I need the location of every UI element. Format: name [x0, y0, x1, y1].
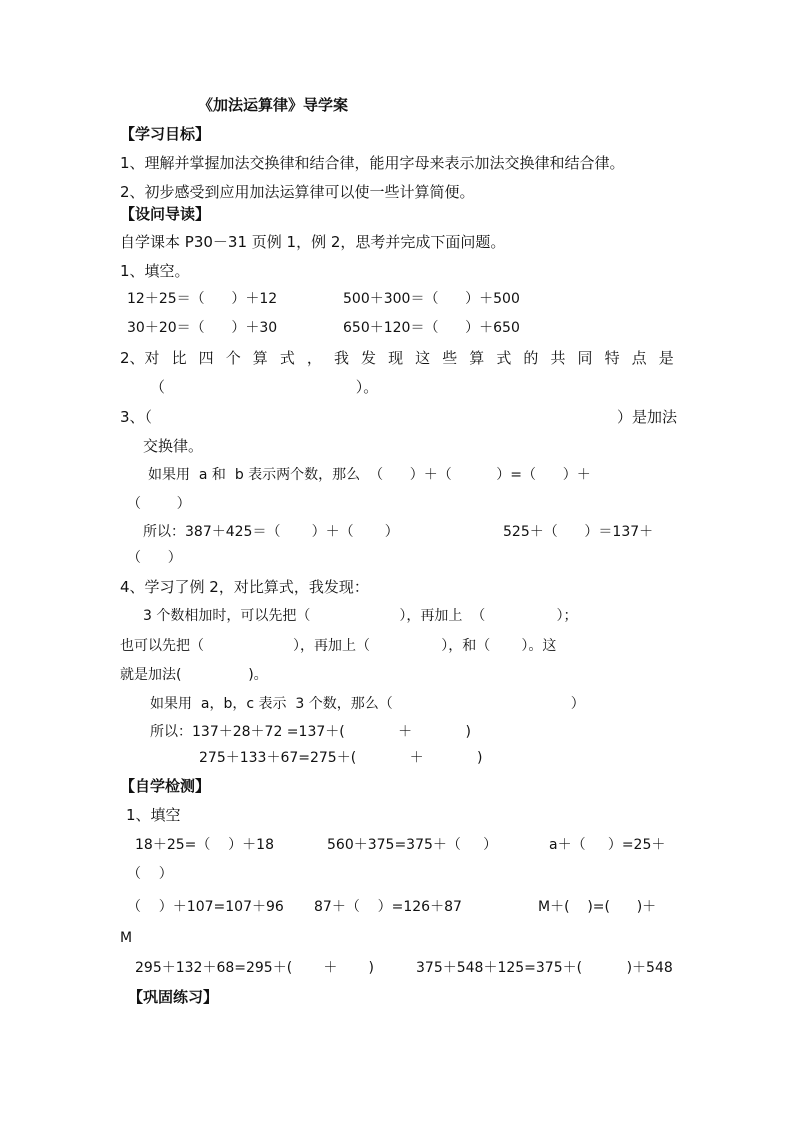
- q4-label: 4、学习了例 2，对比算式，我发现：: [120, 578, 369, 596]
- q2-char: 算: [252, 349, 268, 367]
- q2-char: 发: [361, 349, 377, 367]
- selftest-label: 1、填空: [126, 806, 181, 824]
- selftest-row1-a: 18＋25=（ ）＋18: [135, 837, 274, 853]
- q3-line2: 交换律。: [143, 437, 204, 455]
- q3-line5-left: 所以：387＋425＝（ ）＋（ ）: [143, 524, 399, 540]
- q2-char: 个: [225, 349, 241, 367]
- guide-intro: 自学课本 P30－31 页例 1，例 2，思考并完成下面问题。: [120, 233, 506, 251]
- q3-line1-end: ）是加法: [617, 408, 678, 426]
- q1-row1-right: 500＋300＝（ ）＋500: [343, 291, 520, 307]
- q4-line5: 所以：137＋28＋72 =137＋( ＋ ): [150, 724, 471, 740]
- selftest-row2-b: 87＋（ ）=126＋87: [314, 899, 462, 915]
- selftest-row1-b: 560＋375=375＋（ ）: [327, 837, 498, 853]
- q2-char: 式: [279, 349, 295, 367]
- q2-char: 比: [171, 349, 187, 367]
- q3-line1-start: 3、（: [120, 408, 153, 426]
- section-selftest-heading: 【自学检测】: [120, 777, 211, 795]
- q2-char: ，: [306, 349, 322, 367]
- section-guide-heading: 【设问导读】: [120, 205, 211, 223]
- selftest-row1-wrap: （ ）: [127, 866, 173, 882]
- section-objectives-heading: 【学习目标】: [120, 125, 211, 143]
- q2-char: 这: [415, 349, 431, 367]
- q2-char: 共: [550, 349, 566, 367]
- q2-char: 四: [198, 349, 214, 367]
- q2-char: 点: [631, 349, 647, 367]
- objective-2: 2、初步感受到应用加法运算律可以使一些计算简便。: [120, 183, 475, 201]
- page-title: 《加法运算律》导学案: [198, 96, 349, 114]
- q3-line6: （ ）: [127, 550, 182, 566]
- selftest-row2-c: M＋( )=( )＋: [538, 899, 657, 915]
- q2-char: 式: [496, 349, 512, 367]
- selftest-row1-c: a＋（ ）=25＋: [549, 837, 666, 853]
- q3-line3: 如果用 a 和 b 表示两个数，那么 （ ）＋（ ）=（ ）＋: [148, 467, 591, 483]
- q2-char: 是: [658, 349, 674, 367]
- q1-label: 1、填空。: [120, 262, 190, 280]
- q4-line4: 如果用 a，b，c 表示 3 个数，那么（ ）: [150, 696, 585, 712]
- q2-char: 的: [523, 349, 539, 367]
- section-practice-heading: 【巩固练习】: [128, 988, 219, 1006]
- q4-line1: 3 个数相加时，可以先把（ ），再加上 （ ）；: [143, 608, 578, 624]
- selftest-row3-b: 375＋548＋125=375＋( )＋548: [416, 960, 673, 976]
- selftest-row2-a: （ ）＋107=107＋96: [127, 899, 284, 915]
- q2-char: 我: [333, 349, 349, 367]
- q3-line5-right: 525＋（ ）＝137＋: [503, 524, 654, 540]
- q2-char: 现: [388, 349, 404, 367]
- q2-char: 同: [577, 349, 593, 367]
- q4-line3: 就是加法( )。: [120, 667, 268, 683]
- q3-line4: （ ）: [127, 496, 191, 512]
- q1-row1-left: 12＋25＝（ ）＋12: [127, 291, 278, 307]
- q2-continuation: （ ）。: [150, 378, 379, 396]
- q2-char: 些: [442, 349, 458, 367]
- q2-line: [120, 348, 674, 368]
- q1-row2-right: 650＋120＝（ ）＋650: [343, 320, 520, 336]
- selftest-row2-wrap: M: [120, 930, 133, 946]
- selftest-row3-a: 295＋132＋68=295＋( ＋ ): [135, 960, 374, 976]
- q4-line2: 也可以先把（ ），再加上（ ），和（ ）。这: [120, 638, 557, 654]
- q2-char: 特: [604, 349, 620, 367]
- q2-char: 算: [469, 349, 485, 367]
- q1-row2-left: 30＋20＝（ ）＋30: [127, 320, 278, 336]
- q2-char: 2、对: [120, 349, 160, 367]
- q4-line6: 275＋133＋67=275＋( ＋ ): [199, 750, 483, 766]
- objective-1: 1、理解并掌握加法交换律和结合律，能用字母来表示加法交换律和结合律。: [120, 154, 625, 172]
